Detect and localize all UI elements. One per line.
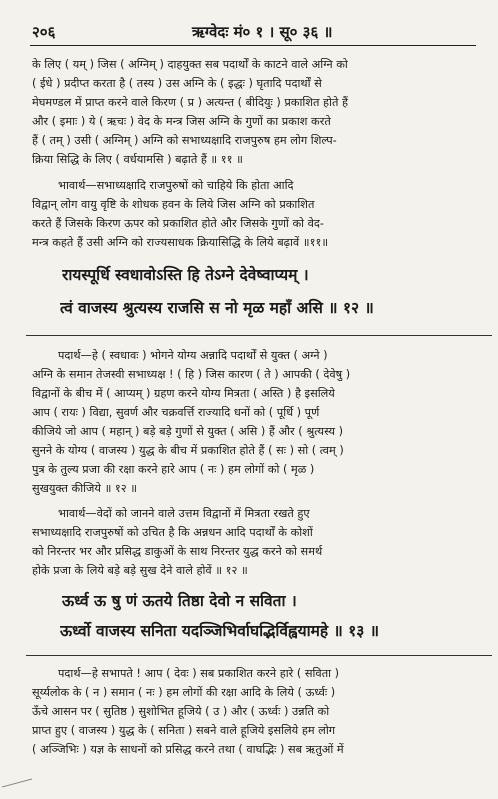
text-line: करते हैं जिसके किरण ऊपर को प्रकाशित होते और जिसके गुणों को वेद- [32,217,324,230]
text-line: ( ईधे ) प्रदीप्त करता है ( तस्य ) उस अग्नि के ( इद्धः ) घृतादि पदार्थों से [32,77,322,90]
header-rule [30,45,476,46]
text-line: सुखयुक्त कीजिये ॥ १२ ॥ [32,482,138,495]
text-line: प्राप्त हुए ( वाजस्य ) युद्ध के ( सनिता ) सबने वाले हूजिये इसलिये हम लोग [32,724,336,737]
mantra-line: रायस्पूर्धि स्वधावोऽस्ति हि तेऽग्ने देवेष्वाप्यम् । [62,266,309,284]
text-line: विद्वानों के बीच में ( आप्यम् ) ग्रहण करने योग्य मित्रता ( अस्ति ) है इसलिये [32,387,335,400]
text-line: पदार्थ—हे सभापते ! आप ( देवः ) सब प्रकाशित करने हारे ( सविता ) [58,667,340,680]
text-line: सभाध्यक्षादि राजपुरुषों को उचित है कि अन्नधन आदि पदार्थों के कोशों [32,526,313,539]
text-line: सुनने के योग्य ( वाजस्य ) युद्ध के बीच में प्रकाशित होते हैं ( सः ) सो ( त्वम् ) [32,444,344,457]
text-line: ऊँचे आसन पर ( सुतिष्ठ ) सुशोभित हूजिये ( उ ) और ( ऊर्ध्वः ) उन्नति को [32,705,330,718]
text-line: के लिए ( यम् ) जिस ( अग्निम् ) दाहयुक्त सब पदार्थों के काटने वाले अग्नि को [32,58,348,71]
text-line: मेघमण्डल में प्राप्त करने वाले किरण ( प्र ) अत्यन्त ( बीदियुः ) प्रकाशित होते हैं [32,96,348,109]
page-header [32,22,468,42]
running-title: ऋग्वेदः मं० १ । सू० ३६ ॥ [192,23,333,41]
text-line: विद्वान् लोग वायु वृष्टि के शोधक हवन के लिये जिस अग्नि को प्रकाशित [32,198,315,211]
text-line: कीजिये जो आप ( महान् ) बड़े बड़े गुणों से युक्त ( असि ) हैं और ( श्रुत्यस्य ) [32,425,344,438]
text-line: भावार्थ—वेदों को जानने वाले उत्तम विद्वानों में मित्रता रखते हुए [58,507,310,520]
text-line: आप ( रायः ) विद्या, सुवर्ण और चक्रवर्त्ति राज्यादि धनों को ( पूर्धि ) पूर्ण [32,406,320,419]
separator-rule [26,655,492,656]
text-line: पुत्र के तुल्य प्रजा की रक्षा करने हारे आप ( नः ) हम लोगों को ( मृळ ) [32,463,315,476]
mantra-line: त्वं वाजस्य श्रुत्यस्य राजसि स नो मृळ महाँ असि ॥ १२ ॥ [60,299,374,317]
text-line: सूर्य्यलोक के ( न ) समान ( नः ) हम लोगों की रक्षा आदि के लिये ( ऊर्ध्वः ) [32,686,336,699]
mantra-line: ऊर्ध्व ऊ षु णं ऊतये तिष्ठा देवो न सविता । [62,592,297,610]
text-line: क्रिया सिद्धि के लिए ( वर्धयामसि ) बढ़ाते हैं ॥ ११ ॥ [32,153,243,166]
scan-edge-mark [2,775,36,791]
text-line: मन्त्र कहते हैं उसी अग्नि को राज्यसाधक क्रियासिद्धि के लिये बढ़ावें ॥११॥ [32,236,329,249]
page-number: २०६ [32,23,56,41]
mantra-line: ऊर्ध्वो वाजस्य सनिता यदञ्जिभिर्वाघद्भिर्विह्वयामहे ॥ १३ ॥ [60,622,380,640]
text-line: ( अञ्जिभिः ) यज्ञ के साधनों को प्रसिद्ध करने तथा ( वाघद्भिः ) सब ऋतुओं में [32,743,344,756]
text-line: पदार्थ—हे ( स्वधावः ) भोगने योग्य अन्नादि पदार्थों से युक्त ( अग्ने ) [58,349,328,362]
separator-rule [26,335,492,336]
text-line: को निरन्तर भर और प्रसिद्ध डाकुओं के साथ निरन्तर युद्ध करने को समर्थ [32,545,323,558]
text-line: भावार्थ—सभाध्यक्षादि राजपुरुषों को चाहिये कि होता आदि [58,179,294,192]
text-line: और ( इमाः ) ये ( ऋचः ) वेद के मन्त्र जिस अग्नि के गुणों का प्रकाश करते [32,115,331,128]
text-line: होके प्रजा के लिये बड़े बड़े सुख देने वाले होवें ॥ १२ ॥ [32,564,248,577]
text-line: हैं ( तम् ) उसी ( अग्निम् ) अग्नि को सभाध्यक्षादि राजपुरुष हम लोग शिल्प- [32,134,337,147]
text-line: अग्नि के समान तेजस्वी सभाध्यक्ष ! ( हि ) जिस कारण ( ते ) आपकी ( देवेषु ) [32,368,351,381]
